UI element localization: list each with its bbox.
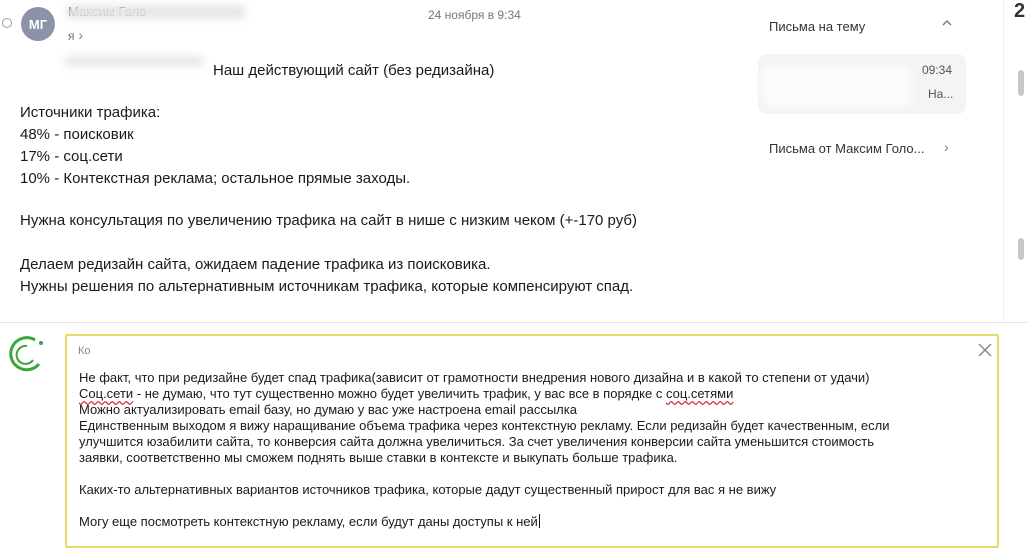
message-date: 24 ноября в 9:34 [428,8,521,22]
reply-divider [0,322,1028,323]
spellcheck-word[interactable]: соц.сетями [665,386,734,401]
body-line: 10% - Контекстная реклама; остальное прямые заходы. [20,170,411,187]
site-caption: Наш действующий сайт (без редизайна) [213,62,495,79]
redaction-blur [66,5,246,19]
edge-counter: 2 [1014,0,1026,22]
recipient-toggle[interactable] [68,27,83,43]
body-line: Нужна консультация по увеличению трафика на сайт в нише с низким чеком (+-170 руб) [20,212,637,229]
reply-line[interactable] [79,386,733,402]
body-line: Источники трафика: [20,104,161,121]
reply-line[interactable]: Можно актуализировать email базу, но думаю у вас уже настроена email рассылка [79,402,577,417]
redaction-blur [762,66,912,106]
chevron-right-icon[interactable]: › [944,139,949,155]
body-line: 17% - соц.сети [20,148,123,165]
reply-line[interactable]: улучшится юзабилити сайта, то конверсия сайта должна увеличиться. За счет увеличения конверсии сайта уменьшится стоимость [79,434,874,449]
reply-line-text: - не думаю, что тут существенно можно будет увеличить трафик, у вас все в порядке с [133,386,666,401]
thread-item-snippet: На... [928,87,954,101]
spellcheck-word[interactable]: Соц.сети [79,386,134,401]
scrollbar-thumb[interactable] [1018,238,1024,260]
reply-line[interactable]: Единственным выходом я вижу наращивание объема трафика через контекстную рекламу. Если редизайн будет качественным, если [79,418,890,433]
reply-line[interactable]: заявки, соответственно мы сможем поднять выше ставки в контексте и выкупать больше трафика. [79,450,678,465]
thread-item-time: 09:34 [922,63,953,77]
letters-from-sender-link[interactable]: Письма от Максим Голо... [769,141,925,156]
thread-panel-title[interactable]: Письма на тему [769,19,866,34]
text-caret [539,514,540,528]
recipient-name: я [68,29,75,43]
reply-line[interactable] [79,514,540,530]
reply-line-text: Могу еще посмотреть контекстную рекламу, если будут даны доступы к ней [79,514,538,529]
panel-divider [1003,0,1004,320]
body-line: Делаем редизайн сайта, ожидаем падение трафика из поисковика. [20,256,491,273]
chevron-up-icon[interactable] [941,17,953,32]
redaction-blur [64,56,204,66]
to-field-label[interactable]: Ко [78,345,91,357]
scrollbar-thumb[interactable] [1018,70,1024,96]
body-line: 48% - поисковик [20,126,134,143]
reply-line[interactable]: Не факт, что при редизайне будет спад трафика(зависит от грамотности внедрения нового дизайна и в какой то степени от удачи) [79,370,870,385]
mail-logo-icon [5,334,45,374]
reply-line[interactable]: Каких-то альтернативных вариантов источников трафика, которые дадут существенный прирост для вас я не вижу [79,482,777,497]
sender-avatar[interactable]: МГ [21,7,55,41]
body-line: Нужны решения по альтернативным источникам трафика, которые компенсируют спад. [20,278,634,295]
message-select-checkbox[interactable] [2,18,12,28]
close-icon[interactable] [975,340,995,360]
chevron-right-icon: › [78,27,84,43]
